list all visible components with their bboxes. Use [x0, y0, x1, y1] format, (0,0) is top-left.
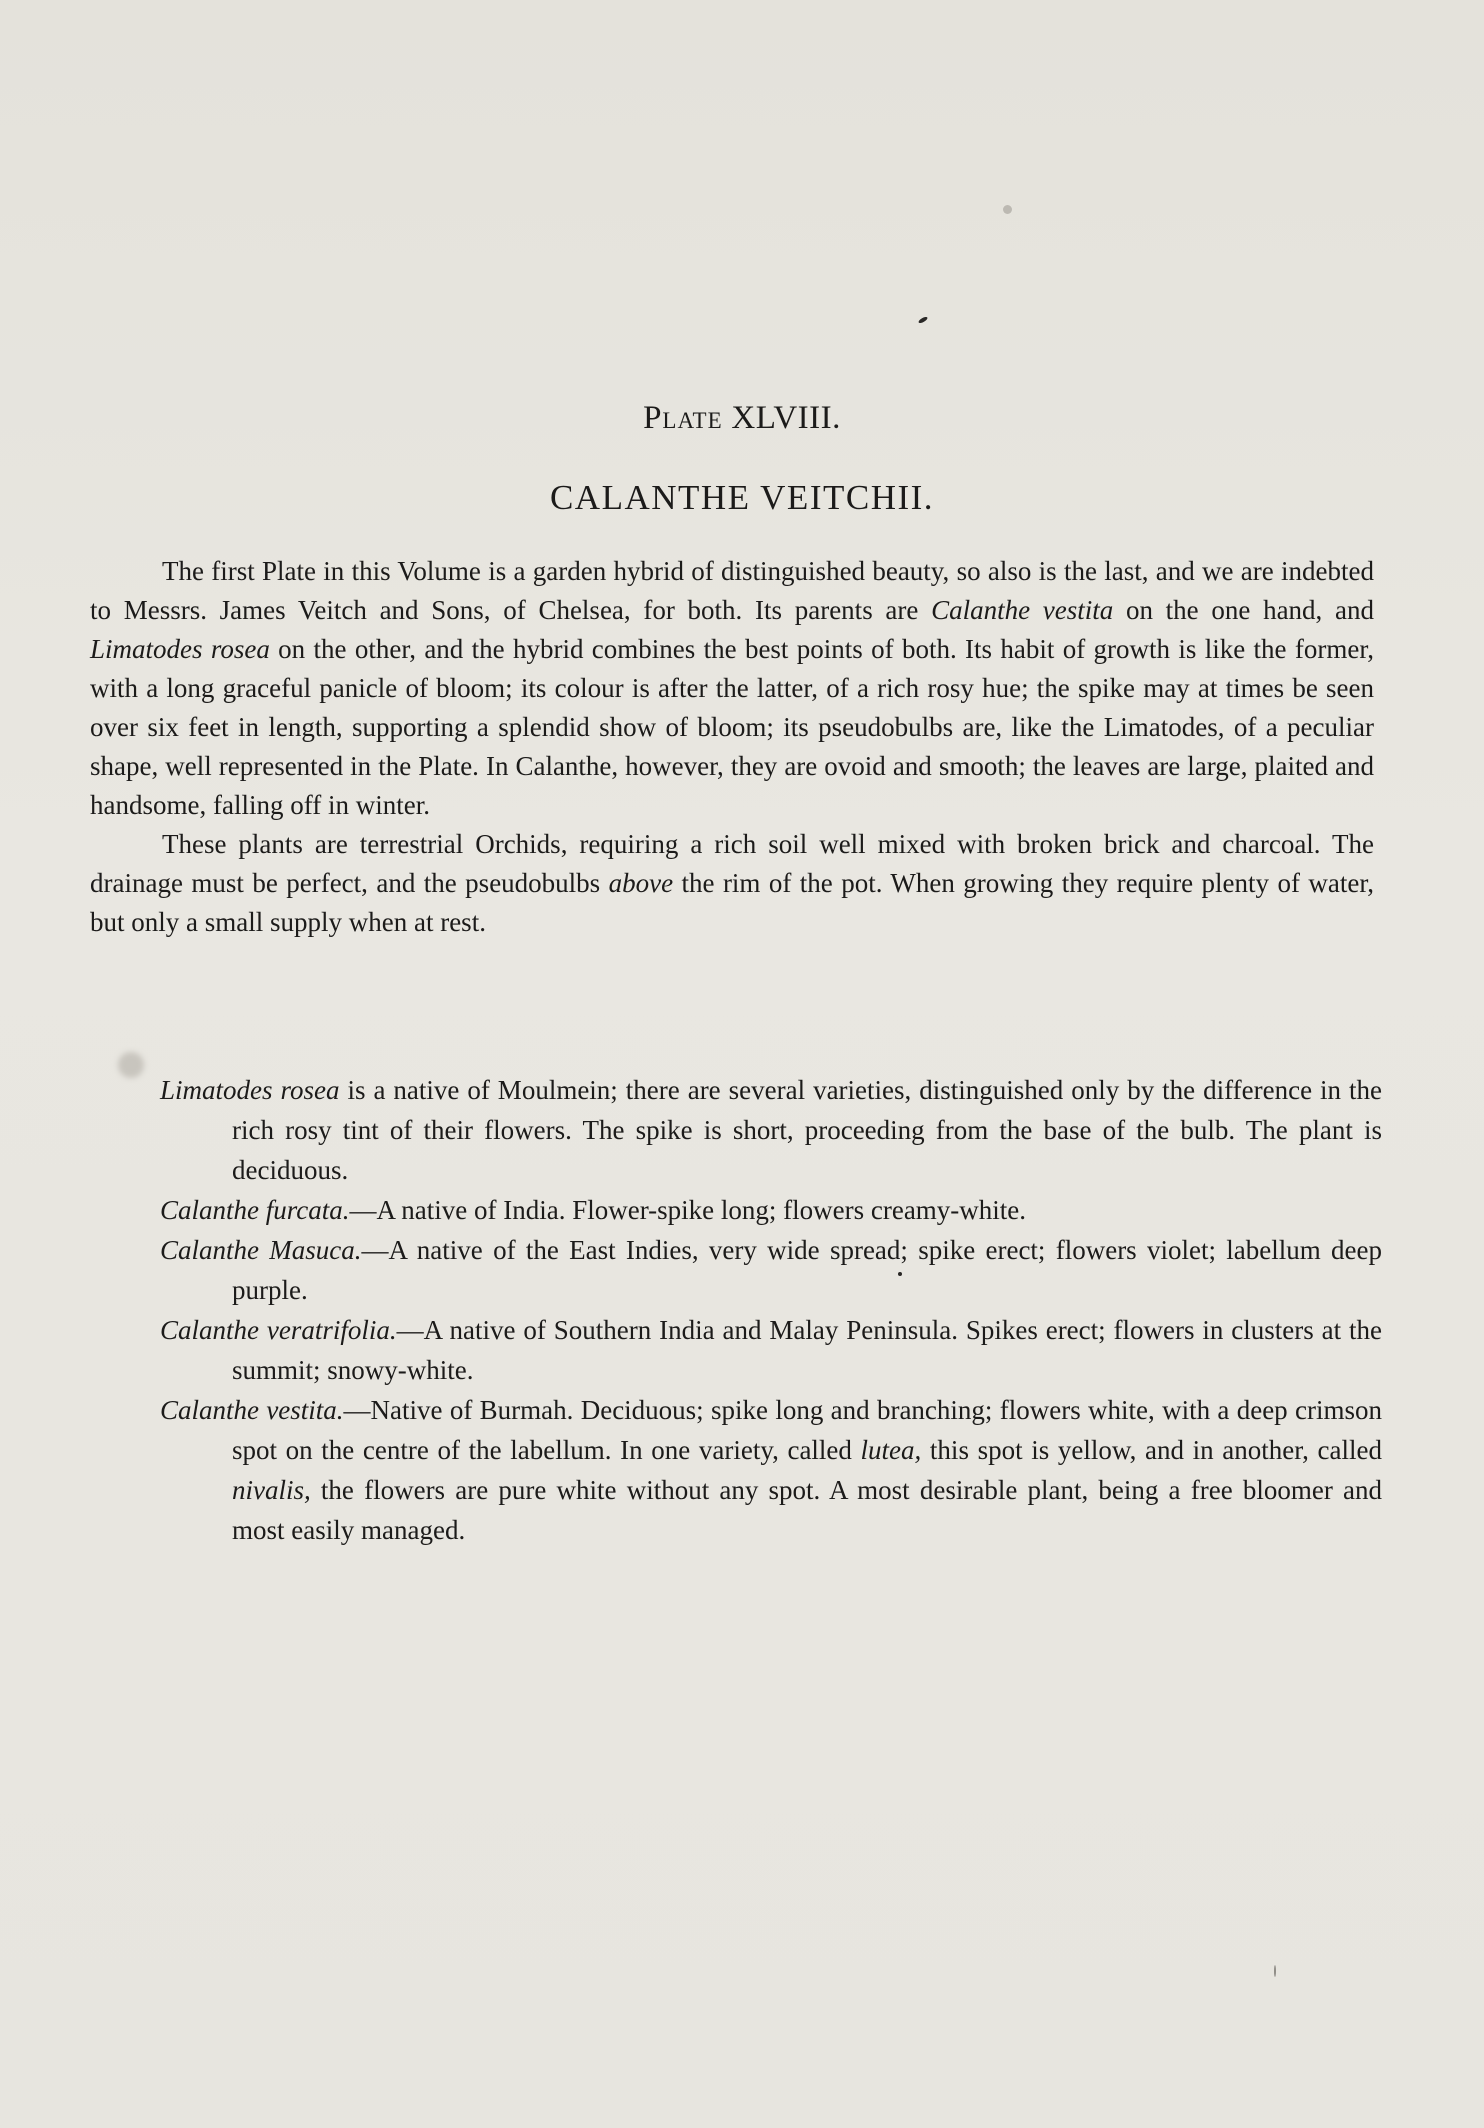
paper-stain [118, 1052, 144, 1078]
paragraph-intro: The first Plate in this Volume is a garden hybrid of distinguished beauty, so also is the last, and we are indebted to Messrs. James Veitch and Sons, of Chelsea, for both. Its parents are Calanthe vestita on the one hand, and Limatodes rosea on the other, and the hybrid combines the best points of both. Its habit of growth is like the former, with a long graceful panicle of bloom; its colour is after the latter, of a rich rosy hue; the spike may at times be seen over six feet in length, supporting a splendid show of bloom; its pseudobulbs are, like the Limatodes, of a peculiar shape, well represented in the Plate. In Calanthe, however, they are ovoid and smooth; the leaves are large, plaited and handsome, falling off in winter. [90, 556, 1374, 820]
species-name: Calanthe vestita. [160, 1395, 344, 1425]
species-entry: Limatodes rosea is a native of Moulmein; there are several varieties, distinguished only by the difference in the rich rosy tint of their flowers. The spike is short, proceeding from the base of the bulb. The plant is deciduous. [160, 1075, 1382, 1185]
plate-label: Plate [643, 400, 723, 436]
paper-speck [1003, 205, 1012, 214]
species-entry: Calanthe Masuca.—A native of the East Indies, very wide spread; spike erect; flowers violet; labellum deep purple. [160, 1235, 1382, 1305]
plate-heading [0, 400, 1484, 437]
body-text [90, 552, 1374, 942]
species-name: Calanthe furcata. [160, 1195, 350, 1225]
species-name: Calanthe Masuca. [160, 1235, 362, 1265]
species-entry: Calanthe furcata.—A native of India. Flower-spike long; flowers creamy-white. [160, 1195, 1027, 1225]
species-name: Limatodes rosea [160, 1075, 340, 1105]
paragraph-culture: These plants are terrestrial Orchids, requiring a rich soil well mixed with broken brick and charcoal. The drainage must be perfect, and the pseudobulbs above the rim of the pot. When growing they require plenty of water, but only a small supply when at rest. [90, 829, 1374, 937]
species-entry: Calanthe veratrifolia.—A native of Southern India and Malay Peninsula. Spikes erect; flowers in clusters at the summit; snowy-white. [160, 1315, 1382, 1385]
species-name: Calanthe veratrifolia. [160, 1315, 397, 1345]
species-list [160, 1070, 1382, 1550]
paper-mark [1274, 1965, 1276, 1977]
ink-mark [918, 316, 929, 324]
page-title: CALANTHE VEITCHII. [549, 478, 935, 517]
species-entry: Calanthe vestita.—Native of Burmah. Deciduous; spike long and branching; flowers white, with a deep crimson spot on the centre of the labellum. In one variety, called lutea, this spot is yellow, and in another, called nivalis, the flowers are pure white without any spot. A most desirable plant, being a free bloomer and most easily managed. [160, 1395, 1382, 1545]
plate-numeral: XLVIII. [731, 400, 841, 436]
